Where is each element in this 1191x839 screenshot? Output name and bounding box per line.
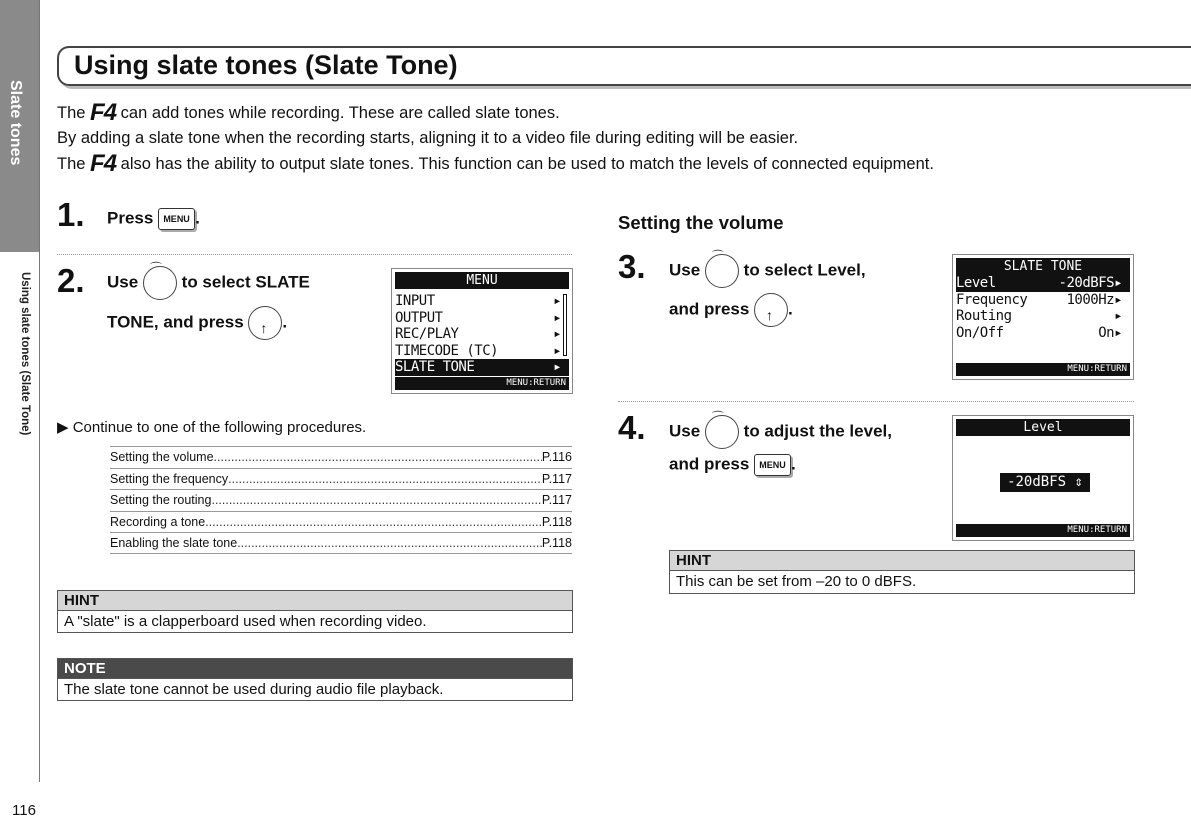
sidebar-tab: [0, 0, 39, 252]
step-4-text-line2: and press MENU .: [669, 454, 796, 476]
procedure-link[interactable]: Setting the routing ..... P.117: [110, 489, 572, 511]
hint-box: [57, 590, 573, 633]
procedure-link[interactable]: Setting the frequency ..... P.117: [110, 468, 572, 490]
lcd-header: MENU: [395, 272, 569, 289]
step-number: 1.: [57, 196, 85, 233]
dial-press-icon: ↑: [754, 293, 788, 327]
note-text: The slate tone cannot be used during audio file playback.: [64, 681, 444, 698]
lcd-menu-item: INPUT ▸: [395, 293, 561, 309]
procedure-link[interactable]: Setting the volume ..... P.116: [110, 446, 572, 468]
step-1-text: Press MENU .: [107, 208, 200, 230]
lcd-row: Frequency 1000Hz▸: [956, 291, 1122, 308]
lcd-footer: MENU:RETURN: [956, 524, 1130, 537]
sidebar-tab-label: Slate tones: [7, 80, 24, 166]
menu-key-icon: MENU: [754, 454, 791, 476]
lcd-footer: MENU:RETURN: [956, 363, 1130, 376]
step-2-text-line2: TONE, and press ↑ .: [107, 306, 287, 340]
f4-logo: F4: [90, 150, 117, 177]
step-4-text: Use ⌒ to adjust the level,: [669, 415, 892, 449]
lcd-menu-item: OUTPUT ▸: [395, 309, 561, 326]
lcd-menu-item: TIMECODE (TC) ▸: [395, 342, 561, 359]
step-divider: [618, 401, 1134, 402]
intro-line-1: The F4 can add tones while recording. These are called slate tones.: [57, 99, 560, 126]
page-title: Using slate tones (Slate Tone): [74, 50, 458, 80]
procedure-link[interactable]: Enabling the slate tone ..... P.118: [110, 532, 572, 554]
intro-line-3: The F4 also has the ability to output slate tones. This function can be used to match the levels of connected equipment.: [57, 150, 934, 177]
lcd-scrollbar: [563, 294, 567, 356]
intro-line-2: By adding a slate tone when the recording starts, aligning it to a video file during editing will be easier.: [57, 129, 799, 147]
note-heading: NOTE: [58, 659, 572, 679]
intro-paragraph: [57, 100, 934, 177]
lcd-slate-tone-screen: [952, 254, 1134, 380]
procedure-link[interactable]: Recording a tone ..... P.118: [110, 511, 572, 533]
lcd-row-selected: Level -20dBFS▸: [956, 275, 1130, 292]
hint-heading: HINT: [670, 551, 1134, 571]
step-divider: [57, 254, 572, 255]
continue-instruction: ▶ Continue to one of the following procedures.: [57, 419, 367, 436]
lcd-header: SLATE TONE: [956, 258, 1130, 275]
hint-text: A "slate" is a clapperboard used when recording video.: [64, 613, 427, 630]
dial-rotate-icon: ⌒: [143, 266, 177, 300]
lcd-footer: MENU:RETURN: [395, 377, 569, 390]
step-number: 3.: [618, 248, 646, 285]
step-number: 2.: [57, 262, 85, 299]
lcd-menu-screen: [391, 268, 573, 394]
lcd-level-screen: [952, 415, 1134, 541]
lcd-header: Level: [956, 419, 1130, 436]
hint-text: This can be set from –20 to 0 dBFS.: [676, 573, 917, 590]
note-box: [57, 658, 573, 701]
sidebar-section-label: Using slate tones (Slate Tone): [19, 272, 31, 436]
step-2-text: Use ⌒ to select SLATE: [107, 266, 310, 300]
hint-box: [669, 550, 1135, 594]
page-number: 116: [12, 802, 36, 819]
title-bar: [57, 46, 1191, 86]
f4-logo: F4: [90, 99, 117, 126]
step-3-text: Use ⌒ to select Level,: [669, 254, 866, 288]
procedure-list: [110, 446, 572, 554]
step-number: 4.: [618, 409, 646, 446]
hint-heading: HINT: [58, 591, 572, 611]
margin-divider: [39, 0, 40, 782]
lcd-level-value: -20dBFS ⇕: [1000, 473, 1090, 492]
section-heading: Setting the volume: [618, 212, 784, 233]
lcd-row: On/Off On▸: [956, 324, 1122, 341]
lcd-menu-item: REC/PLAY ▸: [395, 326, 561, 342]
lcd-menu-item-selected: SLATE TONE ▸: [395, 359, 569, 376]
dial-rotate-icon: ⌒: [705, 415, 739, 449]
step-3-text-line2: and press ↑ .: [669, 293, 793, 327]
dial-press-icon: ↑: [248, 306, 282, 340]
dial-rotate-icon: ⌒: [705, 254, 739, 288]
menu-key-icon: MENU: [158, 208, 195, 230]
lcd-row: Routing ▸: [956, 308, 1122, 324]
